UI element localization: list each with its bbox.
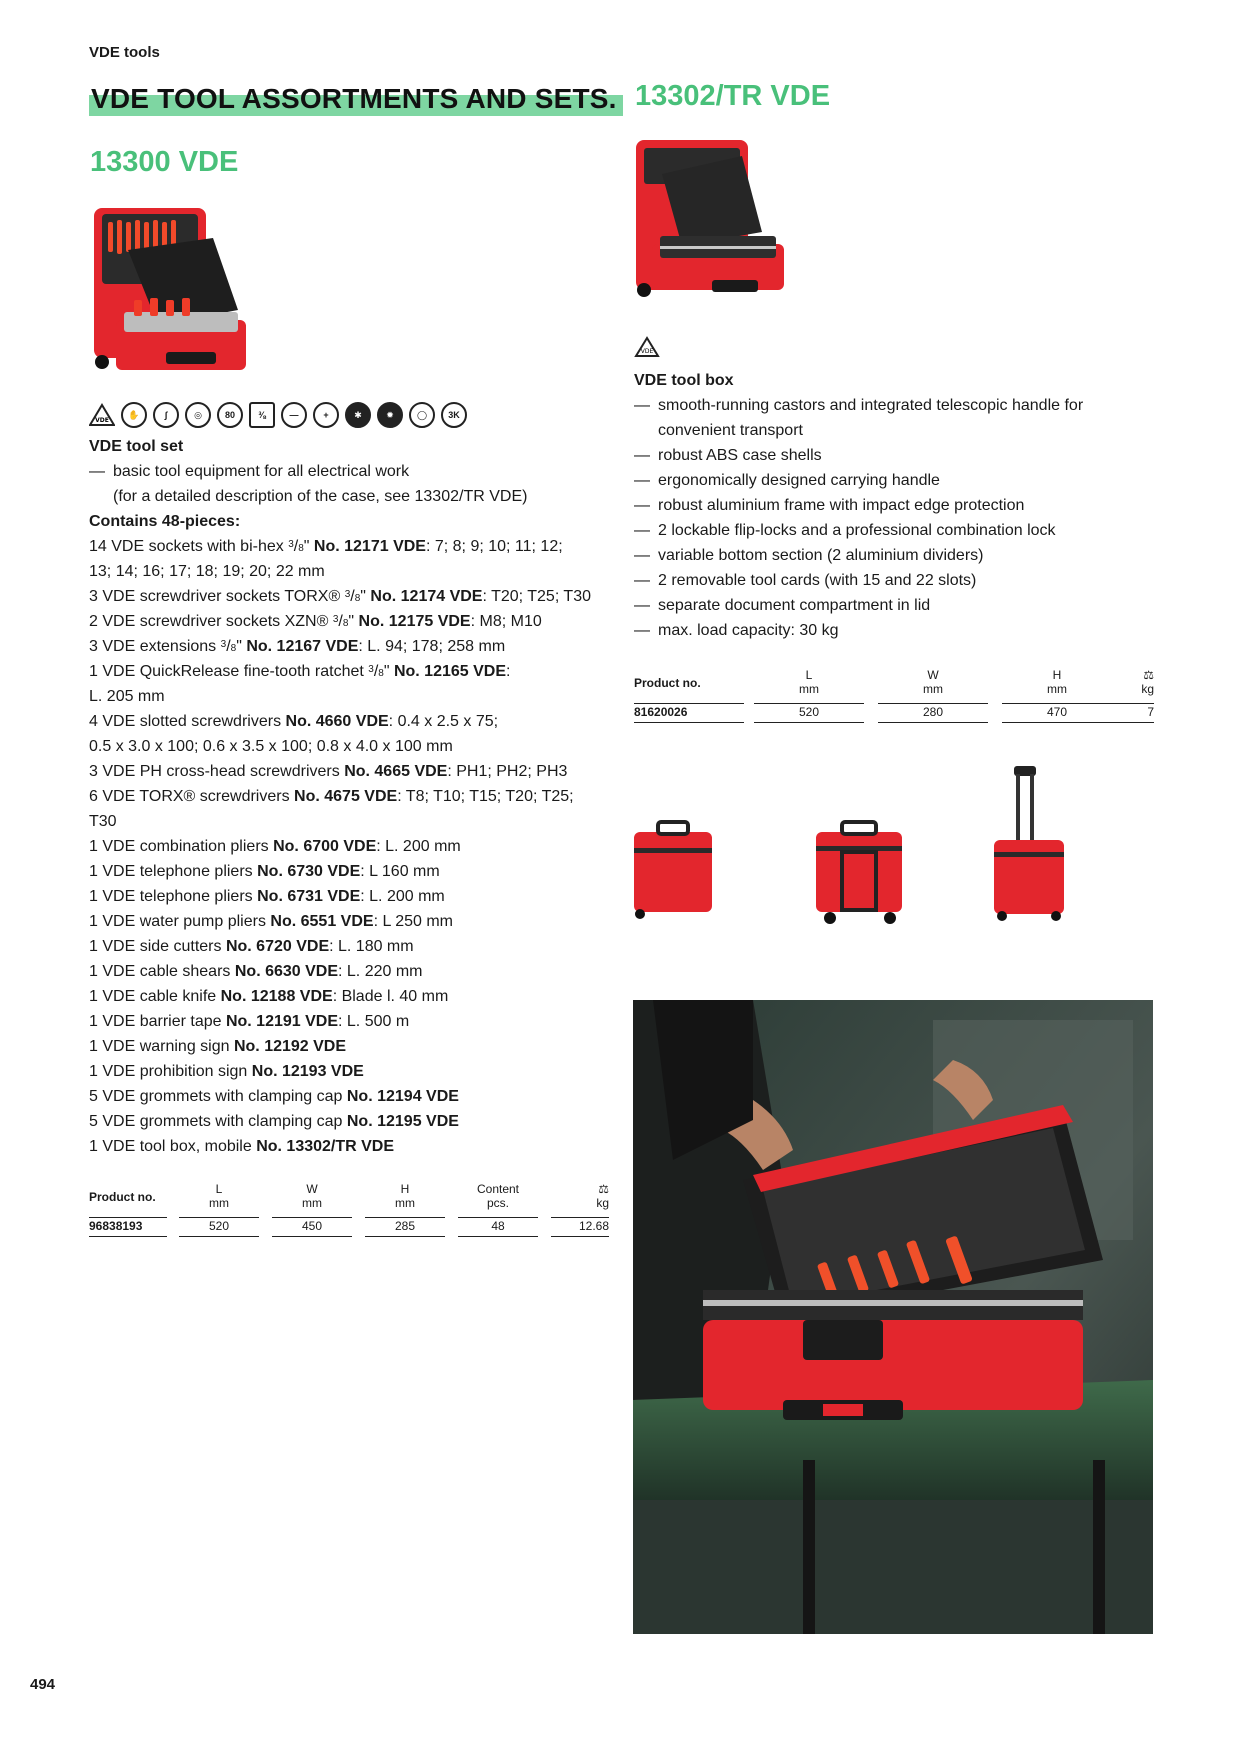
cell-content: 48 xyxy=(458,1217,538,1237)
item-ratchet: 1 VDE QuickRelease fine-tooth ratchet $^3$/8" No. 12165 VDE: xyxy=(89,663,511,680)
page-number: 494 xyxy=(30,1676,56,1693)
cell-l: 520 xyxy=(754,703,864,723)
box-bullet-1: — smooth-running castors and integrated telescopic handle for xyxy=(634,397,1084,414)
xzn-icon: ✹ xyxy=(377,402,403,428)
contains-title: Contains 48-pieces: xyxy=(89,513,241,530)
cell-product-no: 96838193 xyxy=(89,1217,167,1237)
header-l: L mm xyxy=(209,1182,229,1210)
item-tool-box: 1 VDE tool box, mobile No. 13302/TR VDE xyxy=(89,1138,395,1155)
header-product-no: Product no. xyxy=(634,676,701,690)
dash: — xyxy=(89,463,105,480)
item-telephone-pliers-2: 1 VDE telephone pliers No. 6731 VDE: L. 200 mm xyxy=(89,888,445,905)
cell-w: 450 xyxy=(272,1217,352,1237)
box-bullet-5: — 2 lockable flip-locks and a professional combination lock xyxy=(634,522,1056,539)
box-title: VDE tool box xyxy=(634,372,734,389)
section-label: VDE tools xyxy=(89,44,160,61)
hex-ring-icon: ◯ xyxy=(409,402,435,428)
tool-set-spec-table xyxy=(89,1182,609,1242)
header-weight: ⚖ kg xyxy=(551,1182,609,1210)
3k-icon: 3K xyxy=(441,402,467,428)
box-bullet-6: — variable bottom section (2 aluminium dividers) xyxy=(634,547,984,564)
cell-product-no: 81620026 xyxy=(634,703,744,723)
header-h: H mm xyxy=(1047,668,1067,696)
item-barrier-tape: 1 VDE barrier tape No. 12191 VDE: L. 500 m xyxy=(89,1013,410,1030)
item-prohibition-sign: 1 VDE prohibition sign No. 12193 VDE xyxy=(89,1063,364,1080)
insulated-hand-icon: ✋ xyxy=(121,402,147,428)
box-bullet-1-cont: convenient transport xyxy=(658,422,803,439)
header-h: H mm xyxy=(395,1182,415,1210)
item-cable-knife: 1 VDE cable knife No. 12188 VDE: Blade l. 40 mm xyxy=(89,988,449,1005)
intro-line-2: (for a detailed description of the case, see 13302/TR VDE) xyxy=(113,488,528,505)
header-weight: ⚖ kg xyxy=(1092,668,1154,696)
box-bullet-8: — separate document compartment in lid xyxy=(634,597,931,614)
set-title: VDE tool set xyxy=(89,438,184,455)
intro-line-1: basic tool equipment for all electrical work xyxy=(113,463,410,480)
intro-bullet xyxy=(89,459,591,484)
badge-icon: ◎ xyxy=(185,402,211,428)
phillips-icon: + xyxy=(313,402,339,428)
tool-box-description xyxy=(634,368,1083,643)
item-slotted: 4 VDE slotted screwdrivers No. 4660 VDE: 0.4 x 2.5 x 75; xyxy=(89,713,499,730)
svg-text:VDE: VDE xyxy=(640,348,654,355)
box-bullet-9: — max. load capacity: 30 kg xyxy=(634,622,839,639)
scale-icon: ⚖ xyxy=(1143,668,1154,682)
box-bullet-3: — ergonomically designed carrying handle xyxy=(634,472,940,489)
item-slotted-cont: 0.5 x 3.0 x 100; 0.6 x 3.5 x 100; 0.8 x 4.0 x 100 mm xyxy=(89,738,453,755)
item-ph: 3 VDE PH cross-head screwdrivers No. 4665 VDE: PH1; PH2; PH3 xyxy=(89,763,568,780)
tool-box-closed-front-image xyxy=(632,818,716,922)
product-heading-13300: 13300 VDE xyxy=(90,146,239,178)
feature-icons-row xyxy=(89,402,467,428)
item-sockets: 14 VDE sockets with bi-hex $^3$/8" No. 12171 VDE: 7; 8; 9; 10; 11; 12; xyxy=(89,538,563,555)
torx-icon: ✱ xyxy=(345,402,371,428)
header-content: Content pcs. xyxy=(476,1182,520,1210)
item-extensions: 3 VDE extensions $^3$/8" No. 12167 VDE: L. 94; 178; 258 mm xyxy=(89,638,506,655)
item-side-cutters: 1 VDE side cutters No. 6720 VDE: L. 180 mm xyxy=(89,938,414,955)
grip-icon: ∫ xyxy=(153,402,179,428)
worker-with-tool-box-photo xyxy=(633,1000,1153,1634)
vde-triangle-icon xyxy=(634,336,660,358)
tool-box-trolley-image xyxy=(990,764,1070,924)
cell-l: 520 xyxy=(179,1217,259,1237)
header-l: L mm xyxy=(799,668,819,696)
item-torx-screwdrivers: 6 VDE TORX® screwdrivers No. 4675 VDE: T8; T10; T15; T20; T25; xyxy=(89,788,574,805)
item-cable-shears: 1 VDE cable shears No. 6630 VDE: L. 220 mm xyxy=(89,963,423,980)
box-bullet-4: — robust aluminium frame with impact edge protection xyxy=(634,497,1025,514)
scale-icon: ⚖ xyxy=(598,1182,609,1196)
cell-h: 285 xyxy=(365,1217,445,1237)
box-bullet-7: — 2 removable tool cards (with 15 and 22 slots) xyxy=(634,572,977,589)
tool-box-closed-back-image xyxy=(812,818,908,926)
item-warning-sign: 1 VDE warning sign No. 12192 VDE xyxy=(89,1038,347,1055)
svg-text:VDE: VDE xyxy=(95,417,109,424)
tool-set-description xyxy=(89,434,591,1159)
cell-weight: 7 xyxy=(1092,703,1154,723)
product-heading-13302: 13302/TR VDE xyxy=(635,80,831,112)
cell-w: 280 xyxy=(878,703,988,723)
box-bullet-2: — robust ABS case shells xyxy=(634,447,822,464)
item-grommets-2: 5 VDE grommets with clamping cap No. 12195 VDE xyxy=(89,1113,459,1130)
3-8-drive-icon: ⅜ xyxy=(249,402,275,428)
80-icon: 80 xyxy=(217,402,243,428)
item-grommets-1: 5 VDE grommets with clamping cap No. 12194 VDE xyxy=(89,1088,459,1105)
header-w: W mm xyxy=(302,1182,322,1210)
header-product-no: Product no. xyxy=(89,1190,156,1204)
tool-set-case-image xyxy=(88,200,246,378)
cell-h: 470 xyxy=(1002,703,1112,723)
tool-box-image xyxy=(632,134,792,304)
item-xzn-sockets: 2 VDE screwdriver sockets XZN® $^3$/8" No. 12175 VDE: M8; M10 xyxy=(89,613,542,630)
item-torx-cont: T30 xyxy=(89,813,117,830)
slotted-icon: — xyxy=(281,402,307,428)
page-title: VDE TOOL ASSORTMENTS AND SETS. xyxy=(89,82,623,116)
tool-box-spec-table xyxy=(634,668,1154,728)
cell-weight: 12.68 xyxy=(551,1217,609,1237)
item-torx-sockets: 3 VDE screwdriver sockets TORX® $^3$/8" No. 12174 VDE: T20; T25; T30 xyxy=(89,588,591,605)
item-ratchet-cont: L. 205 mm xyxy=(89,688,165,705)
item-telephone-pliers-1: 1 VDE telephone pliers No. 6730 VDE: L 160 mm xyxy=(89,863,440,880)
item-water-pump-pliers: 1 VDE water pump pliers No. 6551 VDE: L 250 mm xyxy=(89,913,453,930)
vde-triangle-icon xyxy=(89,402,115,428)
header-w: W mm xyxy=(923,668,943,696)
item-sockets-cont: 13; 14; 16; 17; 18; 19; 20; 22 mm xyxy=(89,563,325,580)
item-combination-pliers: 1 VDE combination pliers No. 6700 VDE: L. 200 mm xyxy=(89,838,461,855)
